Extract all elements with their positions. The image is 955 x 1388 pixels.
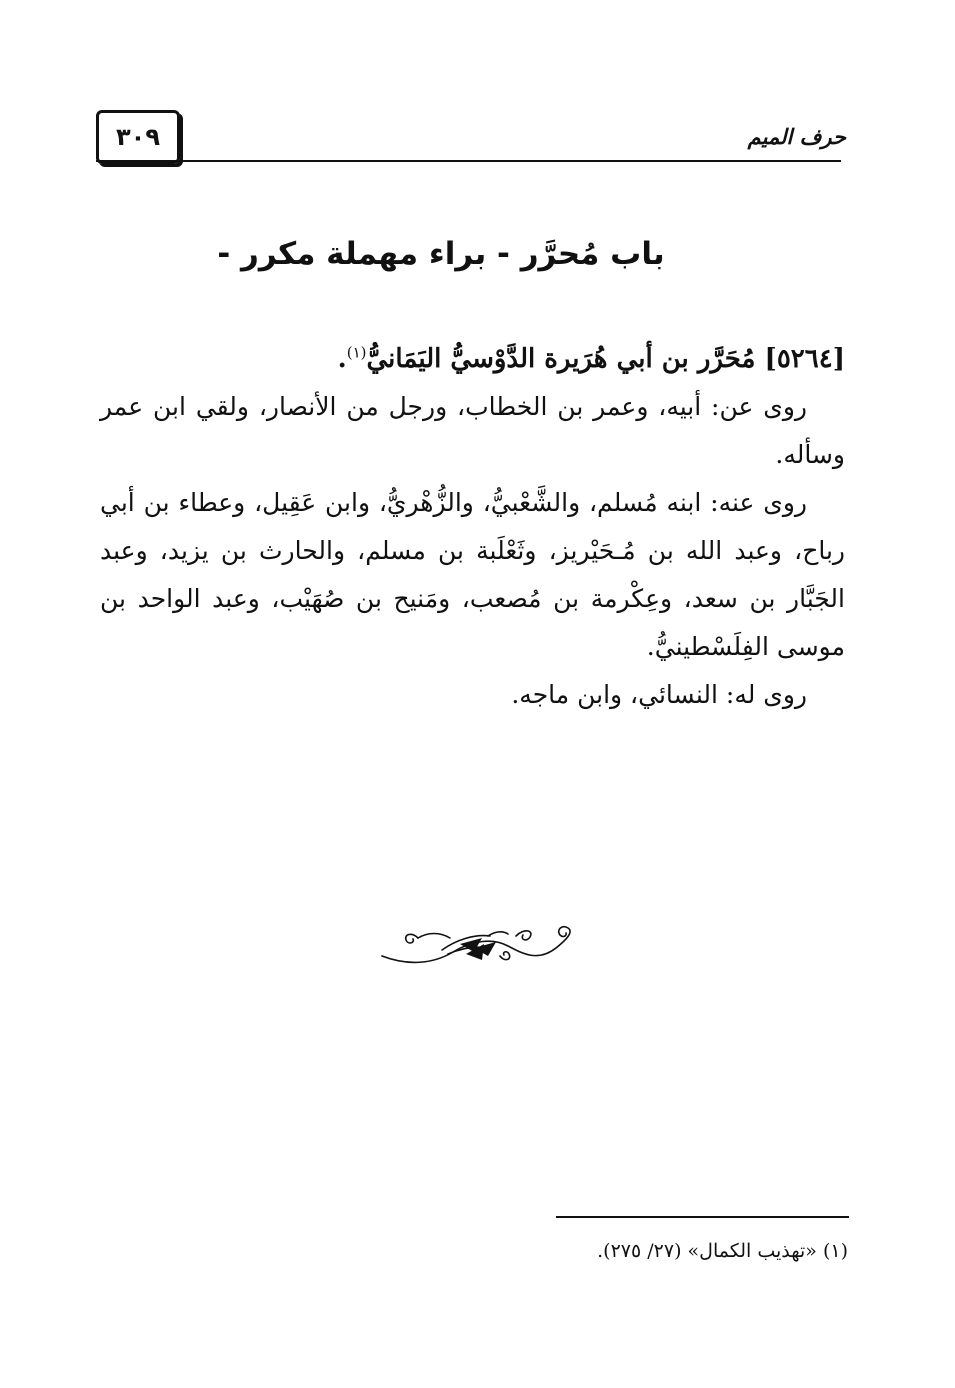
header-rule	[96, 160, 841, 162]
footnote-1: (١) «تهذيب الكمال» (٢٧/ ٢٧٥).	[597, 1240, 848, 1262]
floral-ornament-icon	[378, 918, 578, 978]
running-title: حرف الميم	[747, 124, 846, 149]
page-number: ٣٠٩	[96, 110, 180, 164]
chapter-heading: باب مُحرَّر - براء مهملة مكرر -	[217, 236, 665, 272]
page-header	[96, 110, 846, 162]
entry-title-end: .	[337, 344, 347, 374]
entry-name: مُحَرَّر بن أبي هُرَيرة الدَّوْسيُّ اليَمَانيُّ	[366, 344, 756, 374]
entry-title	[100, 335, 845, 383]
biography-entry	[100, 335, 845, 719]
narrated-from-paragraph: روى عن: أبيه، وعمر بن الخطاب، ورجل من الأنصار، ولقي ابن عمر وسأله.	[100, 392, 845, 469]
footnote-rule	[556, 1216, 849, 1218]
narrated-by-paragraph: روى عنه: ابنه مُسلم، والشَّعْبيُّ، والزُّهْريُّ، وابن عَقِيل، وعطاء بن أبي رباح، وعبد الله بن مُـحَيْريز، وثَعْلَبة بن مسلم، والحارث بن يزيد، وعبد الجَبَّار بن سعد، وعِكْرمة بن مُصعب، ومَنيح بن صُهَيْب، وعبد الواحد بن موسى الفِلَسْطينيُّ.	[100, 488, 845, 661]
entry-number: [٥٢٦٤]	[764, 344, 845, 374]
footnote-reference[interactable]: (١)	[346, 343, 367, 362]
narrated-for-paragraph: روى له: النسائي، وابن ماجه.	[511, 680, 807, 709]
